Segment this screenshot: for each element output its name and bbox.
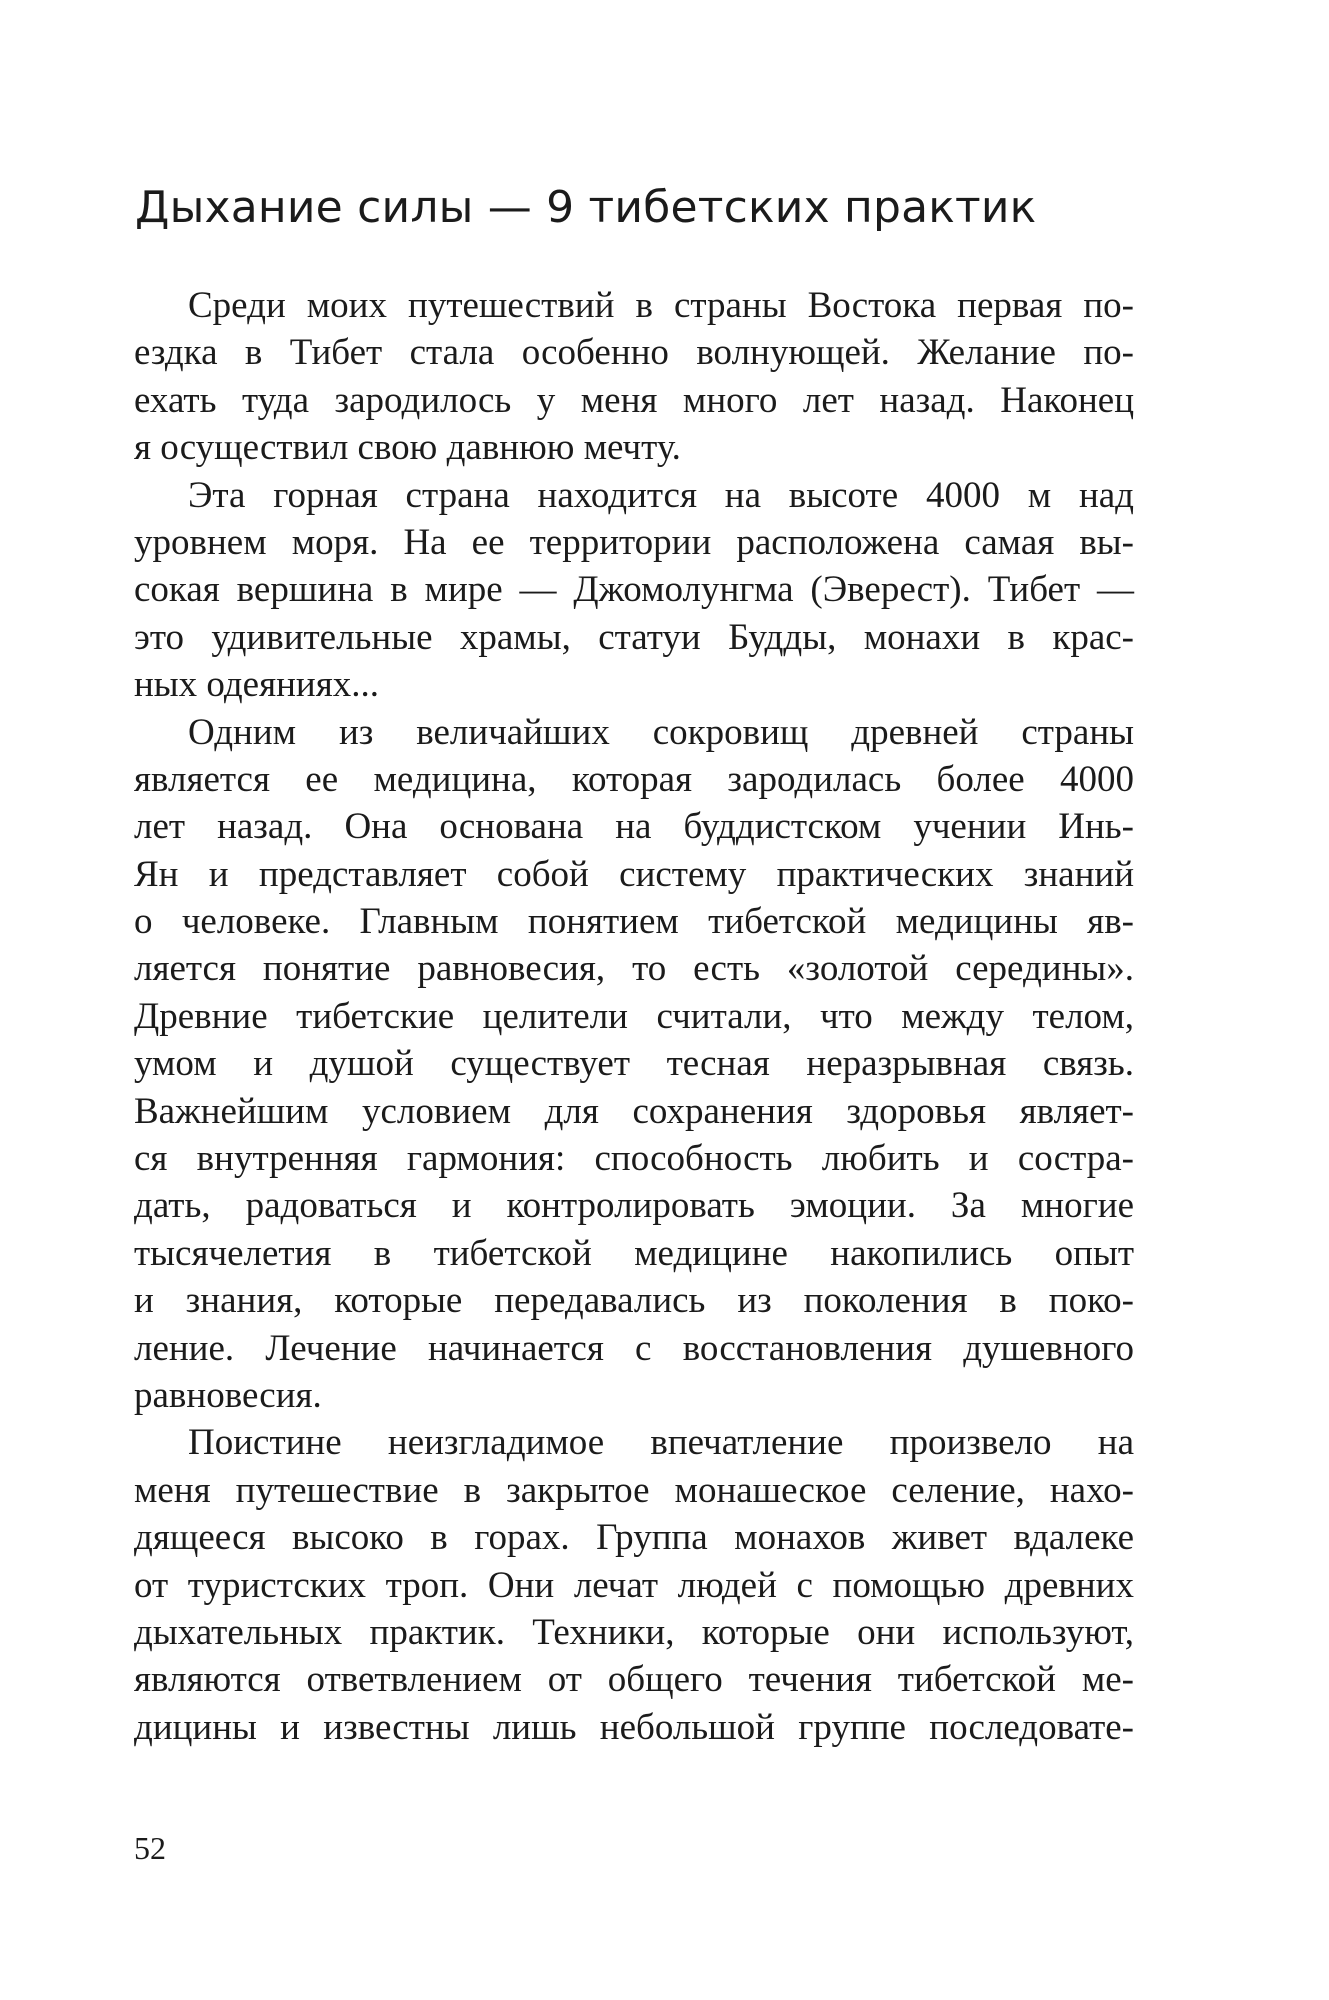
text-line: Одним из величайших сокровищ древней страны xyxy=(188,711,1134,753)
text-line: Эта горная страна находится на высоте 4000 м над xyxy=(188,474,1134,516)
text-line: ехать туда зародилось у меня много лет назад. Наконец xyxy=(134,379,1134,421)
paragraph xyxy=(134,1419,1134,1751)
chapter-heading: Дыхание силы — 9 тибетских практик xyxy=(135,182,1037,233)
text-line: меня путешествие в закрытое монашеское селение, нахо- xyxy=(134,1469,1134,1511)
text-line: я осуществил свою давнюю мечту. xyxy=(134,427,681,469)
text-line: дящееся высоко в горах. Группа монахов живет вдалеке xyxy=(134,1517,1134,1559)
text-line: дыхательных практик. Техники, которые они используют, xyxy=(134,1611,1134,1653)
text-line: равновесия. xyxy=(134,1374,322,1416)
paragraph xyxy=(134,282,1134,472)
page-number: 52 xyxy=(134,1830,166,1866)
text-line: сокая вершина в мире — Джомолунгма (Эверест). Тибет — xyxy=(134,569,1134,611)
text-line: Важнейшим условием для сохранения здоровья являет- xyxy=(134,1090,1134,1132)
text-line: является ее медицина, которая зародилась более 4000 xyxy=(134,758,1134,800)
paragraph xyxy=(134,709,1134,1420)
text-line: умом и душой существует тесная неразрывная связь. xyxy=(134,1043,1134,1085)
text-line: и знания, которые передавались из поколения в поко- xyxy=(134,1280,1134,1322)
text-line: о человеке. Главным понятием тибетской медицины яв- xyxy=(134,901,1134,943)
paragraph xyxy=(134,472,1134,709)
text-line: это удивительные храмы, статуи Будды, монахи в крас- xyxy=(134,616,1134,658)
text-line: тысячелетия в тибетской медицине накопились опыт xyxy=(134,1232,1134,1274)
text-line: уровнем моря. На ее территории расположена самая вы- xyxy=(134,521,1134,563)
text-line: Ян и представляет собой систему практических знаний xyxy=(134,853,1134,895)
text-line: дать, радоваться и контролировать эмоции. За многие xyxy=(134,1185,1134,1227)
text-line: ездка в Тибет стала особенно волнующей. Желание по- xyxy=(134,332,1134,374)
text-line: являются ответвлением от общего течения тибетской ме- xyxy=(134,1659,1134,1701)
text-line: от туристских троп. Они лечат людей с помощью древних xyxy=(134,1564,1134,1606)
text-line: ся внутренняя гармония: способность любить и состра- xyxy=(134,1138,1134,1180)
text-line: лет назад. Она основана на буддистском учении Инь- xyxy=(134,806,1134,848)
text-line: Поистине неизгладимое впечатление произвело на xyxy=(188,1422,1134,1464)
text-line: Среди моих путешествий в страны Востока первая по- xyxy=(188,285,1134,326)
text-line: дицины и известны лишь небольшой группе последовате- xyxy=(134,1706,1134,1748)
text-line: ляется понятие равновесия, то есть «золотой середины». xyxy=(134,948,1134,990)
text-line: ных одеяниях... xyxy=(134,664,379,706)
text-line: ление. Лечение начинается с восстановления душевного xyxy=(134,1327,1134,1369)
body-text xyxy=(134,282,1134,1751)
text-line: Древние тибетские целители считали, что между телом, xyxy=(134,995,1134,1037)
